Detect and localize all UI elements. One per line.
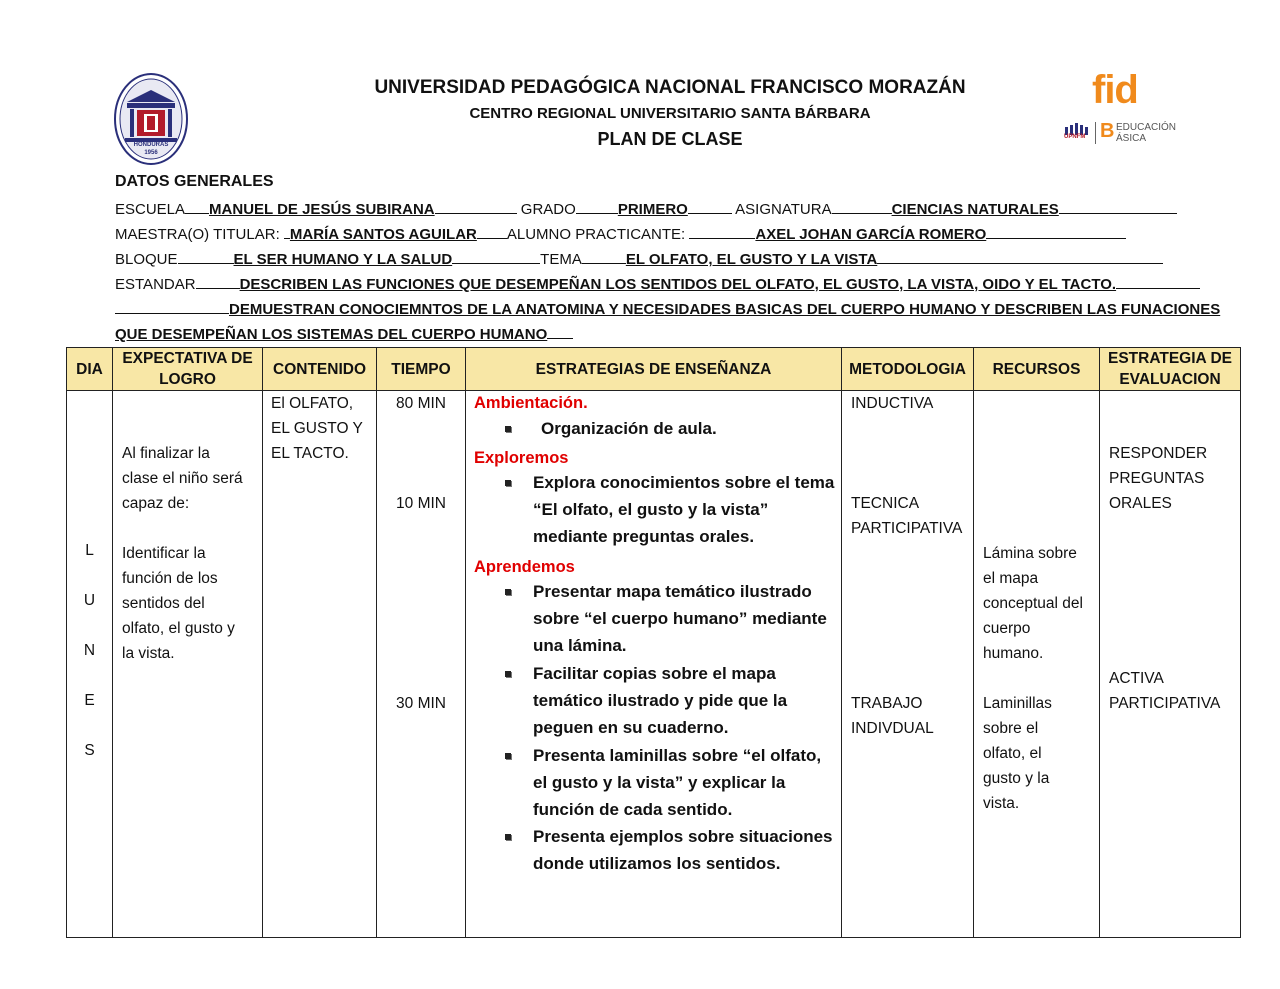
text-line: TRABAJO	[851, 695, 923, 712]
text-line: clase el niño será	[122, 470, 243, 487]
cell-expectativa	[113, 391, 263, 938]
estandar-label: ESTANDAR	[115, 276, 196, 293]
educacion-text: EDUCACIÓN	[1116, 122, 1177, 133]
grado-value: PRIMERO	[617, 201, 688, 218]
fid-logo	[1060, 68, 1185, 148]
text-line: Explora conocimientos sobre el tema	[533, 473, 835, 492]
document-title: PLAN DE CLASE	[597, 129, 743, 149]
estandar-text-1: DESCRIBEN LAS FUNCIONES QUE DESEMPEÑAN LOS SENTIDOS DEL OLFATO, EL GUSTO, LA VISTA, OIDO Y EL TACTO.	[239, 276, 1117, 293]
tiempo-1: 80 MIN	[396, 395, 446, 412]
section-aprendemos: Aprendemos	[474, 558, 575, 576]
section-ambientacion: Ambientación.	[474, 394, 588, 412]
text-line: PREGUNTAS	[1109, 470, 1205, 487]
estandar-line-3	[115, 325, 573, 343]
estandar-text-2: DEMUESTRAN CONOCIEMNTOS DE LA ANATOMINA Y NECESIDADES BASICAS DEL CUERPO HUMANO Y DESCRIBEN LAS FUNACIONES	[229, 301, 1221, 318]
header-estrategias: ESTRATEGIAS DE ENSEÑANZA	[466, 348, 842, 391]
text-line: vista.	[983, 795, 1020, 812]
bullet-copias	[533, 660, 787, 741]
cell-estrategias	[466, 391, 842, 938]
cell-evaluacion	[1100, 391, 1241, 938]
header-evaluacion: ESTRATEGIA DE EVALUACION	[1100, 348, 1241, 391]
seal-year-text: 1956	[144, 150, 158, 156]
text-line: capaz de:	[122, 495, 190, 512]
table-header-row	[67, 348, 1241, 391]
dia-letter: E	[84, 692, 95, 709]
bullet-explora	[533, 469, 834, 550]
maestra-value: MARÍA SANTOS AGUILAR	[289, 226, 477, 243]
text-line: el gusto y la vista” y explicar la	[533, 773, 786, 792]
bullet-icon	[505, 480, 511, 486]
escuela-value: MANUEL DE JESÚS SUBIRANA	[209, 201, 435, 218]
text-line: TECNICA	[851, 495, 920, 512]
cell-metodologia	[842, 391, 974, 938]
header-dia: DIA	[67, 348, 113, 391]
cell-dia	[67, 391, 113, 938]
metodologia-2	[851, 491, 962, 541]
estandar-line-1	[115, 275, 1200, 293]
maestra-label: MAESTRA(O) TITULAR:	[115, 226, 280, 243]
text-line: Laminillas	[983, 695, 1052, 712]
alumno-value: AXEL JOHAN GARCÍA ROMERO	[755, 226, 987, 243]
dia-letter: S	[84, 742, 95, 759]
seal-country-text: HONDURAS	[133, 142, 169, 148]
text-line: PARTICIPATIVA	[851, 520, 963, 537]
text-line: humano.	[983, 645, 1044, 662]
bullet-icon	[505, 426, 511, 432]
dia-letter: U	[83, 592, 96, 609]
bullet-icon	[505, 671, 511, 677]
cell-tiempo	[377, 391, 466, 938]
tiempo-2: 10 MIN	[396, 495, 446, 512]
recursos-1	[983, 541, 1083, 666]
general-data-title: DATOS GENERALES	[115, 173, 274, 190]
text-line: El OLFATO,	[271, 395, 354, 412]
text-line: función de cada sentido.	[533, 800, 733, 819]
text-line: Presentar mapa temático ilustrado	[533, 582, 812, 601]
text-line: sentidos del	[122, 595, 205, 612]
university-title: UNIVERSIDAD PEDAGÓGICA NACIONAL FRANCISCO MORAZÁN	[374, 77, 966, 98]
text-line: mediante preguntas orales.	[533, 527, 755, 546]
bullet-icon	[505, 753, 511, 759]
fid-logo-text: fid	[1092, 68, 1138, 112]
text-line: función de los	[122, 570, 218, 587]
university-seal-logo	[113, 72, 189, 166]
cell-recursos	[974, 391, 1100, 938]
basica-text: ÁSICA	[1116, 133, 1147, 144]
text-line: olfato, el gusto y	[122, 620, 235, 637]
text-line: Facilitar copias sobre el mapa	[533, 664, 776, 683]
contenido-text	[271, 391, 363, 466]
estandar-line-2	[115, 300, 1220, 318]
upnfm-text: UPNFM	[1064, 134, 1086, 140]
text-line: cuerpo	[983, 620, 1031, 637]
text-line: Presenta laminillas sobre “el olfato,	[533, 746, 822, 765]
text-line: temático ilustrado y pide que la	[533, 691, 788, 710]
bullet-icon	[505, 589, 511, 595]
text-line: Presenta ejemplos sobre situaciones	[533, 827, 833, 846]
metodologia-1: INDUCTIVA	[851, 395, 934, 412]
section-exploremos: Exploremos	[474, 449, 569, 467]
text-line: Organización de aula.	[541, 419, 717, 438]
text-line: PARTICIPATIVA	[1109, 695, 1221, 712]
text-line: INDIVDUAL	[851, 720, 934, 737]
bloque-label: BLOQUE	[115, 251, 178, 268]
text-line: Identificar la	[122, 545, 206, 562]
text-line: gusto y la	[983, 770, 1050, 787]
header-tiempo: TIEMPO	[377, 348, 466, 391]
bullet-ejemplos	[533, 823, 833, 877]
logo-divider	[1095, 122, 1096, 144]
tiempo-3: 30 MIN	[396, 695, 446, 712]
metodologia-3	[851, 691, 934, 741]
evaluacion-1	[1109, 441, 1207, 516]
text-line: sobre el	[983, 720, 1039, 737]
lesson-plan-table	[66, 347, 1241, 938]
escuela-label: ESCUELA	[115, 201, 186, 218]
alumno-label: ALUMNO PRACTICANTE:	[506, 226, 686, 243]
upnfm-mark	[1064, 122, 1090, 140]
bloque-value: EL SER HUMANO Y LA SALUD	[233, 251, 453, 268]
text-line: Lámina sobre	[983, 545, 1077, 562]
text-line: donde utilizamos los sentidos.	[533, 854, 781, 873]
text-line: peguen en su cuaderno.	[533, 718, 729, 737]
cell-contenido	[263, 391, 377, 938]
text-line: Al finalizar la	[122, 445, 210, 462]
dia-letter: N	[83, 642, 96, 659]
grado-label: GRADO	[520, 201, 576, 218]
text-line: conceptual del	[983, 595, 1083, 612]
dia-letter: L	[85, 542, 94, 559]
text-line: “El olfato, el gusto y la vista”	[533, 500, 769, 519]
text-line: ORALES	[1109, 495, 1172, 512]
text-line: una lámina.	[533, 636, 627, 655]
asignatura-value: CIENCIAS NATURALES	[891, 201, 1059, 218]
header-metodologia: METODOLOGIA	[842, 348, 974, 391]
text-line: la vista.	[122, 645, 175, 662]
tema-label: TEMA	[540, 251, 582, 268]
text-line: sobre “el cuerpo humano” mediante	[533, 609, 827, 628]
header-contenido: CONTENIDO	[263, 348, 377, 391]
expectativa-intro	[122, 441, 243, 516]
recursos-2	[983, 691, 1052, 816]
asignatura-label: ASIGNATURA	[735, 201, 832, 218]
escuela-line	[115, 200, 1177, 218]
expectativa-objective	[122, 541, 235, 666]
text-line: EL TACTO.	[271, 445, 349, 462]
header-expectativa: EXPECTATIVA DE LOGRO	[113, 348, 263, 391]
text-line: el mapa	[983, 570, 1039, 587]
bullet-organizacion	[541, 415, 717, 442]
text-line: EL GUSTO Y	[271, 420, 363, 437]
tema-value: EL OLFATO, EL GUSTO Y LA VISTA	[625, 251, 878, 268]
text-line: ACTIVA	[1109, 670, 1164, 687]
bloque-line	[115, 250, 1163, 268]
bullet-laminillas	[533, 742, 821, 823]
evaluacion-2	[1109, 666, 1220, 716]
maestra-line	[115, 225, 1126, 243]
regional-center-title: CENTRO REGIONAL UNIVERSITARIO SANTA BÁRBARA	[469, 105, 871, 122]
basica-b-letter: B	[1100, 120, 1115, 142]
table-row-lunes	[67, 391, 1241, 938]
estandar-text-3: QUE DESEMPEÑAN LOS SISTEMAS DEL CUERPO HUMANO	[115, 326, 548, 343]
header-recursos: RECURSOS	[974, 348, 1100, 391]
text-line: olfato, el	[983, 745, 1042, 762]
bullet-icon	[505, 834, 511, 840]
bullet-mapa	[533, 578, 827, 659]
text-line: RESPONDER	[1109, 445, 1208, 462]
